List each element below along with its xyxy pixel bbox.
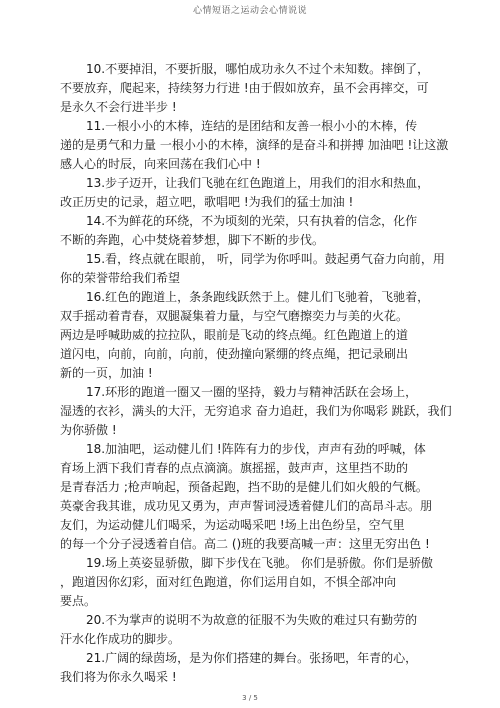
paragraph-p14 (60, 212, 455, 250)
paragraph-p19 (60, 554, 455, 611)
paragraph-line: 新的一页，加油 ! (60, 366, 153, 380)
paragraph-line: 你的荣誉带给我们希望 (60, 271, 181, 285)
paragraph-line: 13.步子迈开，让我们飞驰在红色跑道上，用我们的泪水和热血， (86, 176, 430, 190)
paragraph-line: 为你骄傲 ! (60, 423, 117, 437)
paragraph-line: 是青春活力 ;枪声响起，预备起跑，挡不助的是健儿们如火般的气概。 (60, 480, 428, 494)
page-header: 心情短语之运动会心情说说 (192, 6, 307, 16)
paragraph-line: 两边是呼喊助威的拉拉队，眼前是飞动的终点绳。红色跑道上的道 (60, 328, 409, 342)
paragraph-line: 20.不为掌声的说明不为故意的征服不为失败的难过只有勤劳的 (86, 613, 418, 627)
paragraph-line: 10.不要掉泪，不要折服，哪怕成功永久不过个未知数。摔倒了， (86, 62, 430, 76)
paragraph-line: 17.环形的跑道一圈又一圈的坚持，毅力与精神活跃在会场上， (86, 385, 418, 399)
paragraph-line: 不断的奔跑，心中焚烧着梦想，脚下不断的步伐。 (60, 233, 325, 247)
paragraph-line: 18.加油吧，运动健儿们 !阵阵有力的步伐，声声有劲的呼喊，体 (86, 442, 426, 456)
paragraph-line: 我们将为你永久喝采 ! (60, 670, 177, 684)
paragraph-line: 14.不为鲜花的环绕，不为顷刻的光荣，只有执着的信念，化作 (86, 214, 418, 228)
page-number: 3 / 5 (242, 694, 258, 702)
paragraph-line: 湿透的衣衫，满头的大汗，无穷追求 奋力追赶，我们为你喝彩 跳跃，我们 (60, 404, 452, 418)
paragraph-line: 递的是勇气和力量 一根小小的木棒，演绎的是奋斗和拼搏 加油吧 !让这激 (60, 138, 449, 152)
paragraph-line: 16.红色的跑道上，条条跑线跃然于上。健儿们飞驰着，飞驰着， (86, 290, 430, 304)
paragraph-line: 汗水化作成功的脚步。 (60, 632, 181, 646)
paragraph-p20 (60, 611, 455, 649)
paragraph-p21 (60, 649, 455, 687)
paragraph-line: 要点。 (60, 594, 97, 608)
paragraph-p15 (60, 250, 455, 288)
paragraph-line: 19.场上英姿显骄傲，脚下步伐在飞驰。 你们是骄傲。你们是骄傲 (86, 556, 433, 570)
paragraph-line: 的每一个分子浸透着自信。高二 ()班的我要高喊一声：这里无穷出色 ! (60, 537, 430, 551)
paragraph-line: 不要放弃，爬起来，持续努力行进 !由于假如放弃，虽不会再摔交，可 (60, 81, 429, 95)
paragraph-line: 感人心的时辰，向来回荡在我们心中 ! (60, 157, 261, 171)
paragraph-p18 (60, 440, 455, 554)
paragraph-line: ，跑道因你幻彩，面对红色跑道，你们运用自如，不惧全部冲向 (60, 575, 397, 589)
paragraph-line: 是永久不会行进半步 ! (60, 100, 177, 114)
paragraph-line: 英豪舍我其谁，成功见又勇为，声声誓词浸透着健儿们的高昂斗志。朋 (60, 499, 433, 513)
paragraph-p16 (60, 288, 455, 383)
paragraph-line: 双手摇动着青春，双腿凝集着力量，与空气磨擦奕力与美的火花。 (60, 309, 409, 323)
paragraph-line: 改正历史的记录，超立吧，歌唱吧 !为我们的猛士加油 ! (60, 195, 354, 209)
paragraph-p10 (60, 60, 455, 117)
paragraph-line: 11.一根小小的木棒，连结的是团结和友善一根小小的木棒，传 (86, 119, 418, 133)
paragraph-line: 友们，为运动健儿们喝采，为运动喝采吧 !场上出色纷呈，空气里 (60, 518, 405, 532)
paragraph-p11 (60, 117, 455, 174)
paragraph-line: 育场上洒下我们青春的点点滴滴。旗摇摇，鼓声声，这里挡不助的 (60, 461, 409, 475)
paragraph-line: 道闪电，向前，向前，向前，使劲撞向紧绷的终点绳，把记录刷出 (60, 347, 409, 361)
paragraph-line: 15.看，终点就在眼前， 听，同学为你呼叫。鼓起勇气奋力向前，用 (86, 252, 445, 266)
paragraph-p13 (60, 174, 455, 212)
document-body (60, 60, 455, 687)
paragraph-p17 (60, 383, 455, 440)
paragraph-line: 21.广阔的绿茵场，是为你们搭建的舞台。张扬吧，年青的心， (86, 651, 418, 665)
